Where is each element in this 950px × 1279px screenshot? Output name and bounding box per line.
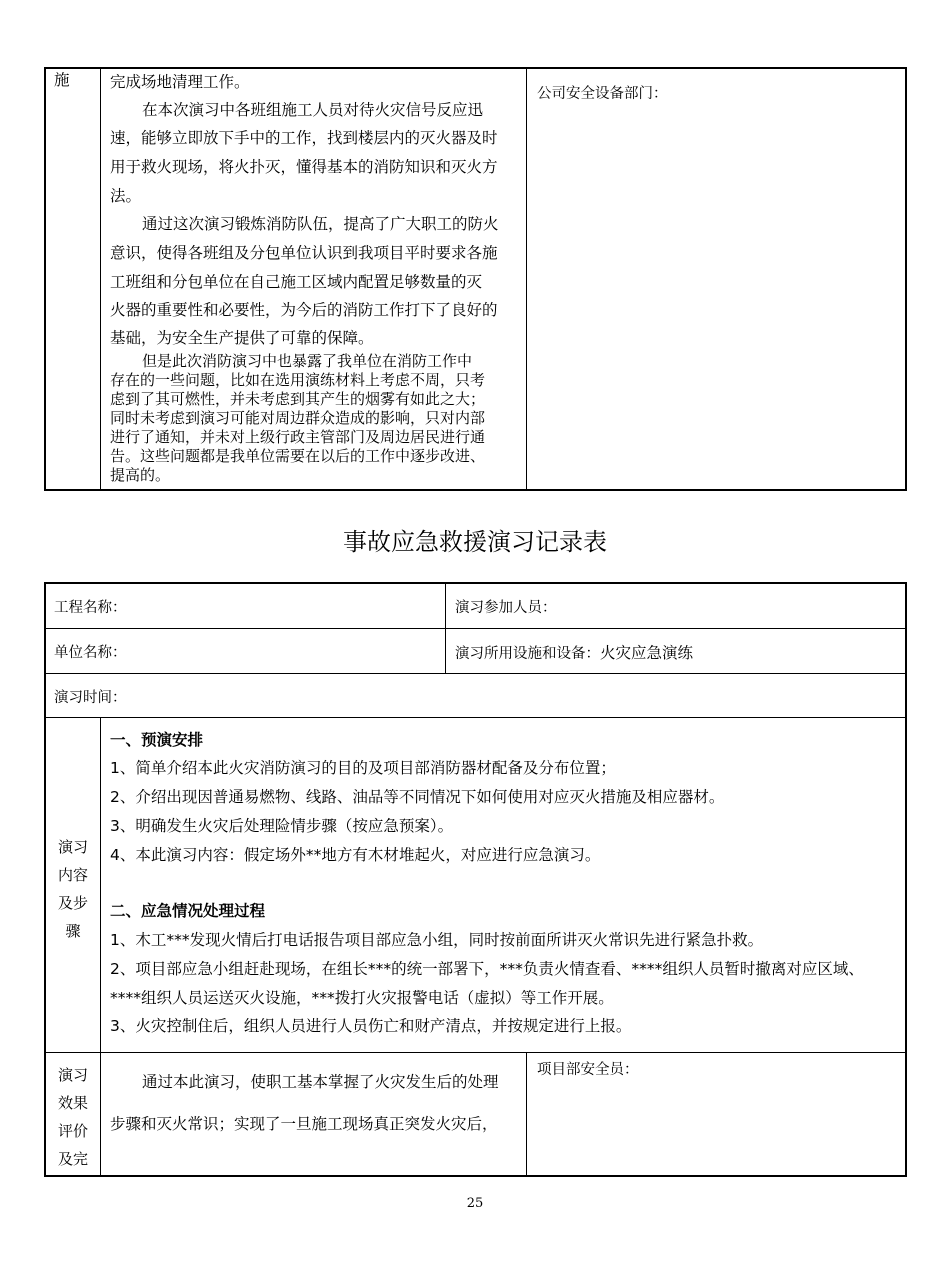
drill-time-label: 演习时间： <box>54 690 127 706</box>
summary-line: 通过这次演习锻炼消防队伍，提高了广大职工的防火 <box>142 215 499 233</box>
summary-line-small: 进行了通知，并未对上级行政主管部门及周边居民进行通 <box>110 428 486 446</box>
summary-line-small: 存在的一些问题，比如在选用演练材料上考虑不周，只考 <box>110 371 486 389</box>
equipment-value: 火灾应急演练 <box>600 644 694 662</box>
effect-evaluation-label <box>45 1061 101 1173</box>
section1-item: 1、简单介绍本此火灾消防演习的目的及项目部消防器材配备及分布位置； <box>110 759 616 777</box>
section2-title: 二、应急情况处理过程 <box>110 902 266 920</box>
summary-line: 在本次演习中各班组施工人员对待火灾信号反应迅 <box>142 101 484 119</box>
section1-item: 3、明确发生火灾后处理险情步骤（按应急预案）。 <box>110 817 454 835</box>
equipment-field <box>455 639 693 669</box>
effect-line: 步骤和灭火常识；实现了一旦施工现场真正突发火灾后， <box>110 1115 498 1133</box>
summary-line-small: 同时未考虑到演习可能对周边群众造成的影响，只对内部 <box>110 409 486 427</box>
section1-item: 2、介绍出现因普通易燃物、线路、油品等不同情况下如何使用对应灭火措施及相应器材。 <box>110 788 725 806</box>
section1-item: 4、本此演习内容：假定场外**地方有木材堆起火，对应进行应急演习。 <box>110 846 601 864</box>
label-part: 效果 <box>57 1094 88 1112</box>
summary-line: 工班组和分包单位在自己施工区域内配置足够数量的灭 <box>110 273 483 291</box>
label-part: 评价 <box>57 1122 88 1140</box>
label-part: 及完 <box>57 1150 88 1168</box>
summary-line-small: 提高的。 <box>110 466 171 484</box>
unit-name-label: 单位名称： <box>54 645 127 661</box>
effect-line: 通过本此演习，使职工基本掌握了火灾发生后的处理 <box>142 1073 499 1091</box>
section2-item: 2、项目部应急小组赶赴现场，在组长***的统一部署下，***负责火情查看、****组织人员暂时撤离对应区域、 <box>110 960 864 978</box>
label-part: 内容 <box>57 866 88 884</box>
safety-officer-label: 项目部安全员： <box>537 1062 639 1078</box>
participants-label: 演习参加人员： <box>455 600 557 616</box>
summary-line: 意识，使得各班组及分包单位认识到我项目平时要求各施 <box>110 244 498 262</box>
equipment-label: 演习所用设施和设备： <box>455 646 600 662</box>
section2-item: 1、木工***发现火情后打电话报告项目部应急小组，同时按前面所讲灭火常识先进行紧急扑救。 <box>110 931 764 949</box>
summary-line: 火器的重要性和必要性，为今后的消防工作打下了良好的 <box>110 301 498 319</box>
label-part: 演习 <box>57 838 88 856</box>
content-steps-label <box>45 833 101 945</box>
summary-line-small: 告。这些问题都是我单位需要在以后的工作中逐步改进、 <box>110 447 486 465</box>
label-part: 及步 <box>57 894 88 912</box>
summary-line: 速，能够立即放下手中的工作，找到楼层内的灭火器及时 <box>110 129 498 147</box>
summary-line: 用于救火现场，将火扑灭，懂得基本的消防知识和灭火方 <box>110 158 498 176</box>
summary-line-small: 但是此次消防演习中也暴露了我单位在消防工作中 <box>142 352 473 370</box>
section1-title: 一、预演安排 <box>110 731 204 749</box>
summary-line: 基础，为安全生产提供了可靠的保障。 <box>110 329 374 347</box>
company-safety-dept-label: 公司安全设备部门： <box>537 86 668 102</box>
project-name-label: 工程名称： <box>54 600 127 616</box>
summary-line: 法。 <box>110 187 142 205</box>
top-left-label: 施 <box>54 71 70 89</box>
summary-line: 完成场地清理工作。 <box>110 73 250 91</box>
section2-item: ****组织人员运送灭火设施，***拨打火灾报警电话（虚拟）等工作开展。 <box>110 989 614 1007</box>
summary-line-small: 虑到了其可燃性，并未考虑到其产生的烟雾有如此之大； <box>110 390 486 408</box>
page-title: 事故应急救援演习记录表 <box>343 528 607 556</box>
section2-item: 3、火灾控制住后，组织人员进行人员伤亡和财产清点，并按规定进行上报。 <box>110 1017 632 1035</box>
page-number: 25 <box>466 1196 484 1211</box>
label-part: 骤 <box>65 922 81 940</box>
label-part: 演习 <box>57 1066 88 1084</box>
